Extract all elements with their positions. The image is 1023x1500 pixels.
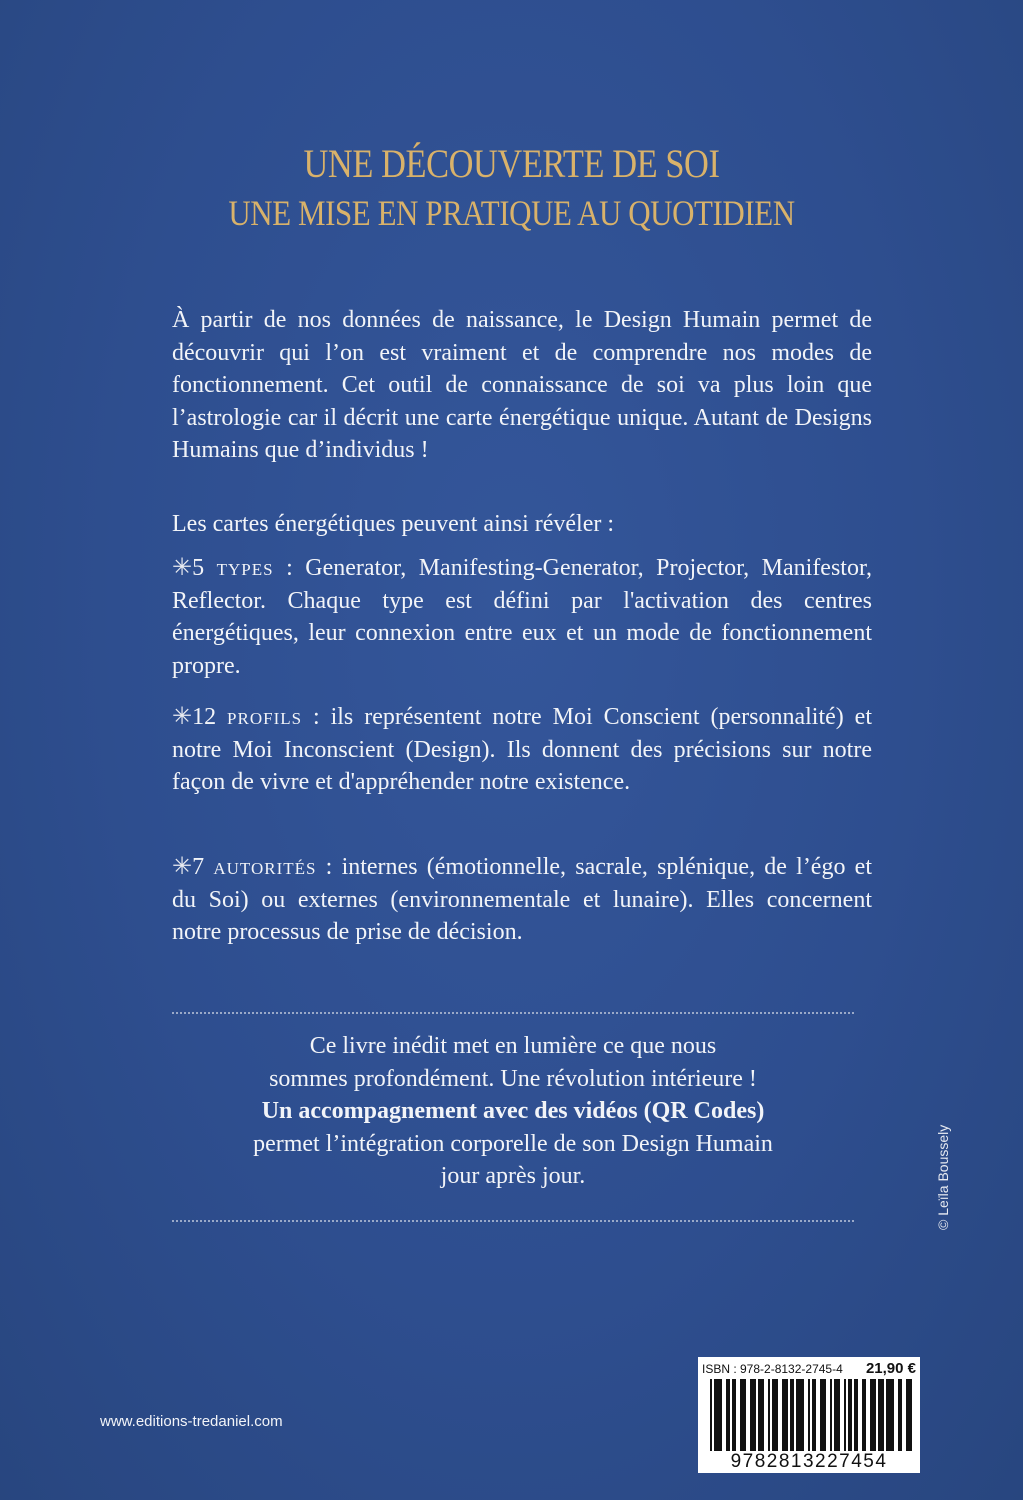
isbn-number: ISBN : 978-2-8132-2745-4 (702, 1362, 843, 1376)
price: 21,90 € (865, 1360, 916, 1377)
asterisk-icon: ✳ (172, 704, 193, 730)
blurb (172, 1030, 854, 1193)
barcode-panel (698, 1357, 920, 1473)
asterisk-icon: ✳ (172, 555, 193, 581)
barcode-digits: 9782813227454 (730, 1451, 888, 1472)
barcode-icon (710, 1379, 914, 1451)
blurb-line: Ce livre inédit met en lumière ce que nous (309, 1033, 717, 1059)
list-item-profils (172, 701, 872, 799)
item-label: types (216, 555, 274, 581)
asterisk-icon: ✳ (172, 854, 193, 880)
dotted-divider-top (172, 1012, 854, 1014)
item-count: 12 (192, 704, 217, 730)
dotted-divider-bottom (172, 1220, 854, 1222)
headline-line-2: UNE MISE EN PRATIQUE AU QUOTIDIEN (228, 193, 795, 233)
item-text: : Generator, Manifesting-Generator, Projector, Manifestor, Reflector. Chaque type est défini par l'activation des centres énergétiques, leur connexion entre eux et un mode de fonctionnement propre. (172, 555, 872, 679)
list-item-autorites (172, 851, 872, 949)
publisher-website: www.editions-tredaniel.com (100, 1413, 283, 1430)
list-lead: Les cartes énergétiques peuvent ainsi révéler : (172, 511, 615, 537)
item-label: autorités (213, 854, 317, 880)
blurb-line: sommes profondément. Une révolution intérieure ! (269, 1065, 757, 1092)
list-item-types (172, 552, 872, 682)
item-count: 5 (192, 555, 205, 581)
item-text: : internes (émotionnelle, sacrale, splénique, de l’égo et du Soi) ou externes (environnementale et lunaire). Elles concernent notre processus de prise de décision. (172, 854, 872, 945)
item-label: profils (227, 704, 303, 730)
blurb-line: jour après jour. (440, 1163, 586, 1189)
intro-paragraph: À partir de nos données de naissance, le Design Humain permet de découvrir qui l’on est vraiment et de comprendre nos modes de fonctionnement. Cet outil de connaissance de soi va plus loin que l’astrologie car il décrit une carte énergétique unique. Autant de Designs Humains que d’individus ! (172, 307, 872, 463)
isbn-price-line (702, 1360, 916, 1377)
headline-line-1: UNE DÉCOUVERTE DE SOI (303, 141, 720, 186)
item-count: 7 (192, 854, 205, 880)
photo-credit: © Leïla Boussely (935, 1124, 951, 1230)
blurb-line: permet l’intégration corporelle de son Design Humain (253, 1130, 773, 1157)
item-text: : ils représentent notre Moi Conscient (personnalité) et notre Moi Inconscient (Design). Ils donnent des précisions sur notre façon de vivre et d'appréhender notre existence. (172, 704, 873, 795)
blurb-bold-line: Un accompagnement avec des vidéos (QR Codes) (261, 1098, 765, 1124)
